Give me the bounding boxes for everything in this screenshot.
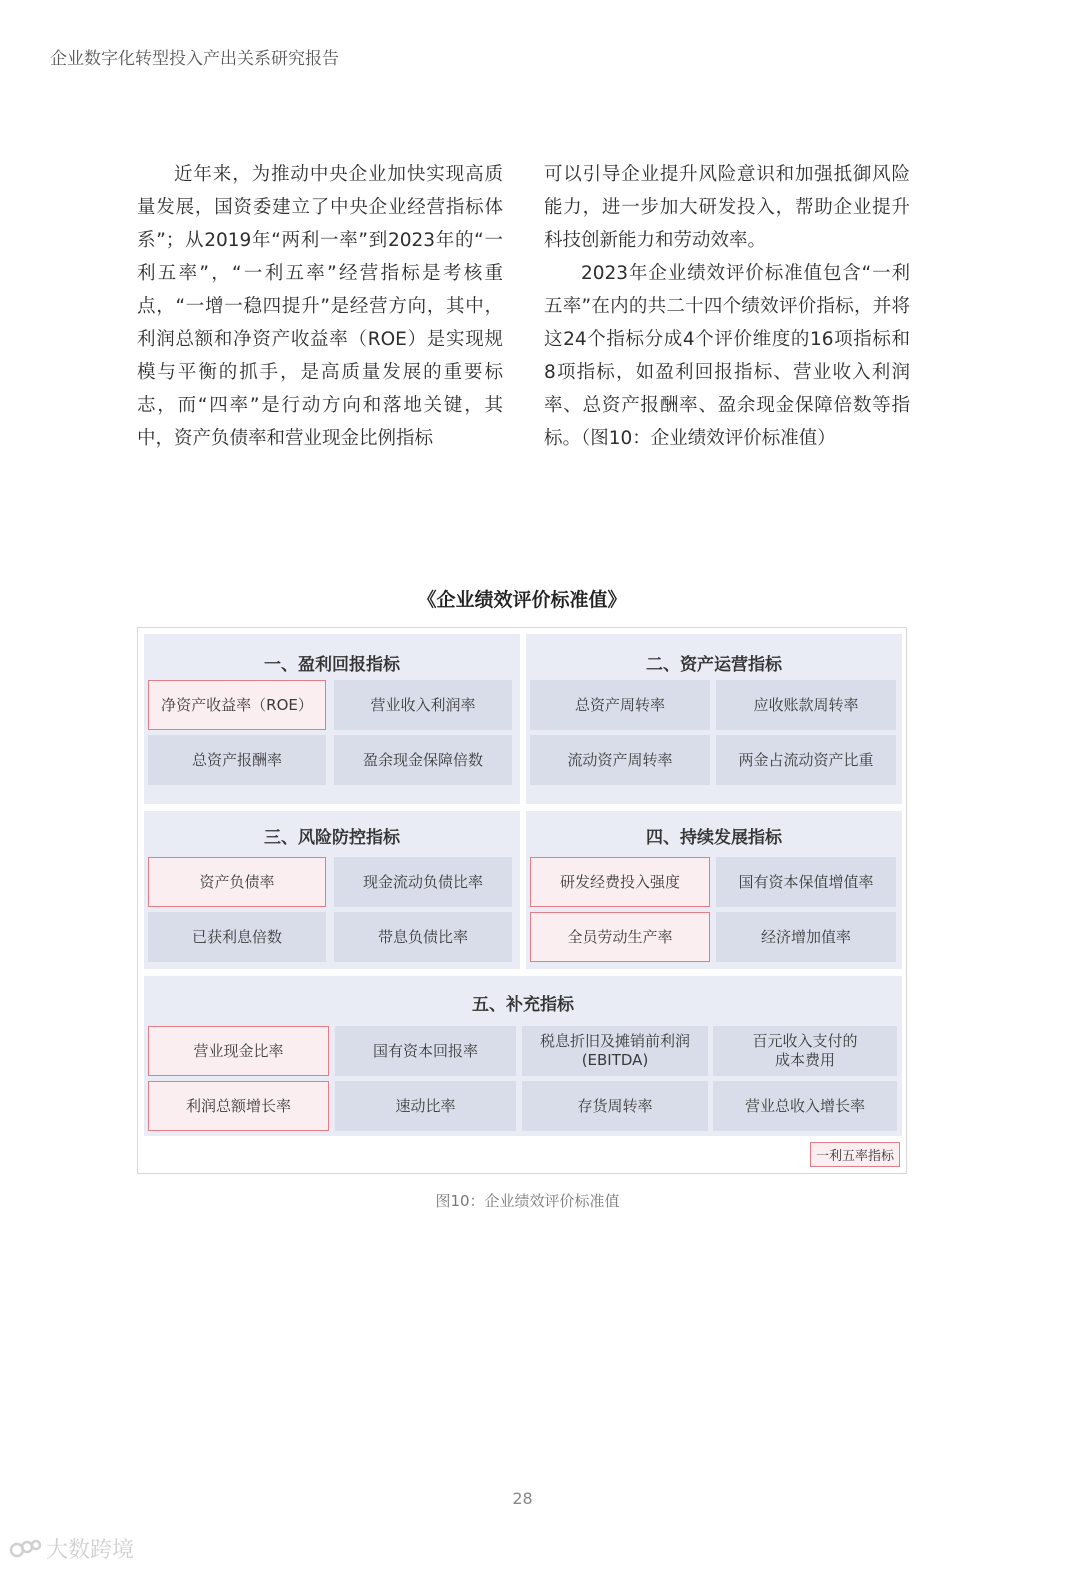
indicator-cell: 国有资本回报率 — [335, 1026, 516, 1076]
panel-supplementary — [144, 976, 902, 1136]
panel-profitability — [144, 634, 520, 804]
indicator-cell: 总资产报酬率 — [148, 735, 326, 785]
panel-title: 二、资产运营指标 — [646, 655, 782, 675]
panel-title: 四、持续发展指标 — [646, 828, 782, 848]
indicator-cell: 营业收入利润率 — [334, 680, 512, 730]
paragraph: 近年来，为推动中央企业加快实现高质量发展，国资委建立了中央企业经营指标体系”；从2019年“两利一率”到2023年的“一利五率”，“一利五率”经营指标是考核重点，“一增一稳四提升”是经营方向，其中，利润总额和净资产收益率（ROE）是实现规模与平衡的抓手，是高质量发展的重要标志，而“四率”是行动方向和落地关键，其中，资产负债率和营业现金比例指标 — [137, 164, 503, 449]
watermark-text: 大数跨境 — [46, 1538, 135, 1563]
indicator-figure — [137, 627, 907, 1174]
panel-title: 五、补充指标 — [472, 995, 574, 1015]
paragraph: 可以引导企业提升风险意识和加强抵御风险能力，进一步加大研发投入，帮助企业提升科技创新能力和劳动效率。 — [544, 164, 910, 251]
indicator-cell: 国有资本保值增值率 — [716, 857, 896, 907]
panel-title: 一、盈利回报指标 — [264, 655, 400, 675]
body-column-left — [137, 158, 503, 455]
indicator-cell: 营业现金比率 — [148, 1026, 329, 1076]
indicator-cell: 已获利息倍数 — [148, 912, 326, 962]
indicator-cell: 应收账款周转率 — [716, 680, 896, 730]
figure-caption: 图10：企业绩效评价标准值 — [435, 1192, 620, 1210]
panel-sustainable-development — [526, 811, 902, 969]
indicator-cell: 盈余现金保障倍数 — [334, 735, 512, 785]
panel-asset-operation — [526, 634, 902, 804]
indicator-cell: 现金流动负债比率 — [334, 857, 512, 907]
indicator-cell: 税息折旧及摊销前利润 (EBITDA) — [522, 1026, 708, 1076]
indicator-cell: 速动比率 — [335, 1081, 516, 1131]
paragraph: 2023年企业绩效评价标准值包含“一利五率”在内的共二十四个绩效评价指标，并将这24个指标分成4个评价维度的16项指标和8项指标，如盈利回报指标、营业收入利润率、总资产报酬率、盈余现金保障倍数等指标。（图10：企业绩效评价标准值） — [544, 263, 910, 449]
watermark — [8, 1533, 134, 1564]
indicator-cell: 研发经费投入强度 — [530, 857, 710, 907]
indicator-cell: 营业总收入增长率 — [713, 1081, 897, 1131]
indicator-cell: 带息负债比率 — [334, 912, 512, 962]
indicator-cell: 两金占流动资产比重 — [716, 735, 896, 785]
indicator-cell: 百元收入支付的 成本费用 — [713, 1026, 897, 1076]
indicator-cell: 存货周转率 — [522, 1081, 708, 1131]
page-number: 28 — [512, 1489, 533, 1508]
panel-risk-control — [144, 811, 520, 969]
legend-one-profit-five-ratios: 一利五率指标 — [810, 1142, 900, 1167]
indicator-cell: 净资产收益率（ROE） — [148, 680, 326, 730]
panel-title: 三、风险防控指标 — [264, 828, 400, 848]
indicator-cell: 全员劳动生产率 — [530, 912, 710, 962]
figure-title: 《企业绩效评价标准值》 — [417, 589, 627, 611]
indicator-cell: 流动资产周转率 — [530, 735, 710, 785]
watermark-logo-icon — [8, 1536, 42, 1562]
indicator-cell: 资产负债率 — [148, 857, 326, 907]
running-header: 企业数字化转型投入产出关系研究报告 — [50, 49, 339, 69]
indicator-cell: 总资产周转率 — [530, 680, 710, 730]
indicator-cell: 经济增加值率 — [716, 912, 896, 962]
body-column-right — [544, 158, 910, 455]
indicator-cell: 利润总额增长率 — [148, 1081, 329, 1131]
